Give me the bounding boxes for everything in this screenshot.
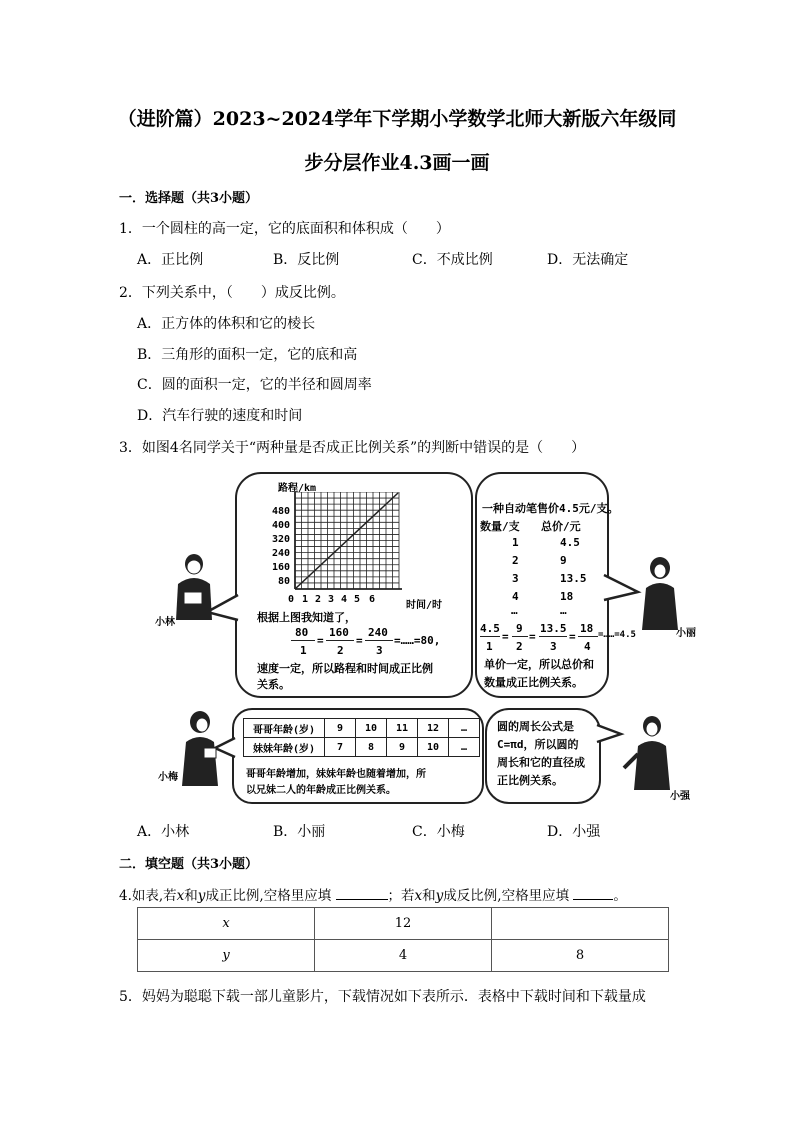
pen-price: 13.5 bbox=[560, 572, 587, 585]
q1-option-c[interactable]: C．不成比例 bbox=[412, 252, 493, 268]
xiaoli-figure bbox=[638, 556, 684, 632]
q4-cell-x-label: x bbox=[138, 908, 315, 940]
y-tick: 240 bbox=[272, 548, 291, 559]
q4-blank-2[interactable] bbox=[573, 885, 613, 900]
q4-cell: 12 bbox=[315, 908, 492, 940]
xiaomei-figure bbox=[178, 710, 224, 788]
pen-qty: 4 bbox=[512, 590, 519, 603]
age-cell: 10 bbox=[418, 738, 449, 757]
xiaoqiang-bubble-tail bbox=[595, 722, 625, 748]
graph-frac-den: 1 bbox=[300, 644, 307, 657]
q2-option-a[interactable]: A．正方体的体积和它的棱长 bbox=[137, 316, 316, 332]
pen-price: 4.5 bbox=[560, 536, 580, 549]
pen-price: 9 bbox=[560, 554, 567, 567]
pen-frac-den: 4 bbox=[584, 640, 591, 653]
table-row bbox=[138, 908, 669, 940]
x-tick: 0 bbox=[288, 594, 295, 605]
q2-option-b[interactable]: B．三角形的面积一定，它的底和高 bbox=[137, 347, 358, 363]
age-cell: … bbox=[449, 719, 480, 738]
age-cell: 9 bbox=[387, 738, 418, 757]
question-4-stem: 4.如表,若x和y成正比例,空格里应填 ；若x和y成反比例,空格里应填 。 bbox=[119, 884, 627, 904]
distance-time-graph bbox=[294, 492, 404, 590]
graph-conclusion-2: 关系。 bbox=[257, 678, 290, 691]
pen-title: 一种自动笔售价4.5元/支。 bbox=[482, 502, 619, 515]
q3-option-c[interactable]: C．小梅 bbox=[412, 824, 465, 840]
pen-price: 18 bbox=[560, 590, 574, 603]
q4-cell: 8 bbox=[492, 940, 669, 972]
pen-frac-tail: =……=4.5 bbox=[598, 630, 636, 640]
y-tick: 160 bbox=[272, 562, 291, 573]
age-cell: 12 bbox=[418, 719, 449, 738]
q1-option-b[interactable]: B．反比例 bbox=[273, 252, 340, 268]
y-tick: 400 bbox=[272, 520, 291, 531]
q3-figure: 路程/km 480 400 320 240 160 80 0 1 2 3 4 5 6 时间/时 根据上图我知道了， 80 1 = 160 2 = 240 3 =……=80, 速度一定，所以路程和时间成正比例 关系。 小林 一种自动笔售价4.5元/支。 数量/支 总价/元 1 2 3 4 … 4.5 9 13.5 18 … 4.5 1 = 9 2 = 13.5 3 = 18 4 =……=4.5 单价一定，所以总价和 数量成正比例关系。 小丽 哥哥年龄(岁) 9 10 11 12 … 妹妹年龄(岁) 7 8 9 10 … 哥哥年龄增加，妹妹年龄也随着增加，所 以兄妹二人的年龄成正比例关系。 小梅 圆的周长公式是 C=πd，所以圆的 周长和它的直径成 正比例关系。 小强 bbox=[150, 470, 690, 810]
circle-line-1: 圆的周长公式是 bbox=[497, 720, 574, 733]
q3-option-b[interactable]: B．小丽 bbox=[273, 824, 326, 840]
pen-price: … bbox=[560, 604, 567, 617]
xiaolin-figure bbox=[168, 552, 220, 622]
graph-frac-num: 160 bbox=[329, 626, 349, 639]
section-heading-fill: 二．填空题（共3小题） bbox=[119, 857, 259, 872]
x-tick: 2 bbox=[315, 594, 322, 605]
y-tick: 320 bbox=[272, 534, 291, 545]
pen-col-qty: 数量/支 bbox=[480, 520, 520, 533]
xiaoqiang-figure bbox=[622, 714, 682, 792]
graph-conclusion-1: 速度一定，所以路程和时间成正比例 bbox=[257, 662, 433, 675]
pen-frac-num: 9 bbox=[516, 622, 523, 635]
q1-option-d[interactable]: D．无法确定 bbox=[547, 252, 629, 268]
circle-line-2: C=πd，所以圆的 bbox=[497, 738, 579, 751]
age-cell: 7 bbox=[325, 738, 356, 757]
graph-frac-den: 2 bbox=[337, 644, 344, 657]
age-cell: 8 bbox=[356, 738, 387, 757]
x-tick: 1 bbox=[302, 594, 309, 605]
name-xiaoqiang: 小强 bbox=[670, 791, 690, 802]
y-tick: 80 bbox=[278, 576, 291, 587]
x-tick: 6 bbox=[369, 594, 376, 605]
graph-text: 根据上图我知道了， bbox=[257, 611, 356, 624]
circle-line-3: 周长和它的直径成 bbox=[497, 756, 585, 769]
name-xiaoli: 小丽 bbox=[676, 628, 696, 639]
age-table-row bbox=[244, 738, 480, 757]
q3-option-d[interactable]: D．小强 bbox=[547, 824, 601, 840]
circle-line-4: 正比例关系。 bbox=[497, 774, 563, 787]
q4-cell-y-label: y bbox=[138, 940, 315, 972]
q4-cell-empty[interactable] bbox=[492, 908, 669, 940]
q1-option-a[interactable]: A．正比例 bbox=[137, 252, 204, 268]
age-cell: 妹妹年龄(岁) bbox=[244, 738, 325, 757]
pen-frac-den: 2 bbox=[516, 640, 523, 653]
age-cell: 11 bbox=[387, 719, 418, 738]
graph-line bbox=[295, 493, 398, 589]
graph-frac-num: 240 bbox=[368, 626, 388, 639]
pen-qty: 1 bbox=[512, 536, 519, 549]
age-text-2: 以兄妹二人的年龄成正比例关系。 bbox=[246, 785, 396, 796]
name-xiaomei: 小梅 bbox=[158, 772, 178, 783]
age-cell: 10 bbox=[356, 719, 387, 738]
age-text-1: 哥哥年龄增加，妹妹年龄也随着增加，所 bbox=[246, 769, 426, 780]
y-tick: 480 bbox=[272, 506, 291, 517]
q2-option-c[interactable]: C．圆的面积一定，它的半径和圆周率 bbox=[137, 377, 372, 393]
pen-frac-num: 13.5 bbox=[540, 622, 567, 635]
question-3-stem: 3．如图4名同学关于“两种量是否成正比例关系”的判断中错误的是（ ） bbox=[119, 440, 586, 456]
question-2-stem: 2．下列关系中，（ ）成反比例。 bbox=[119, 285, 345, 301]
pen-qty: 2 bbox=[512, 554, 519, 567]
pen-qty: 3 bbox=[512, 572, 519, 585]
xiaoli-bubble-tail bbox=[602, 570, 642, 610]
q4-table bbox=[137, 907, 669, 972]
q4-cell: 4 bbox=[315, 940, 492, 972]
graph-frac-num: 80 bbox=[295, 626, 309, 639]
age-cell: 9 bbox=[325, 719, 356, 738]
graph-x-axis-label: 时间/时 bbox=[406, 600, 443, 611]
question-5-stem: 5．妈妈为聪聪下载一部儿童影片，下载情况如下表所示．表格中下载时间和下载量成 bbox=[119, 989, 646, 1005]
page-title-line2: 步分层作业4.3画一画 bbox=[304, 152, 490, 174]
page-title-line1: （进阶篇）2023~2024学年下学期小学数学北师大新版六年级同 bbox=[117, 108, 677, 130]
pen-frac-den: 1 bbox=[486, 640, 493, 653]
pen-frac-num: 18 bbox=[580, 622, 594, 635]
pen-conclusion-2: 数量成正比例关系。 bbox=[484, 676, 583, 689]
graph-y-axis-label: 路程/km bbox=[278, 483, 317, 494]
age-table-row bbox=[244, 719, 480, 738]
age-table bbox=[243, 718, 480, 757]
table-row bbox=[138, 940, 669, 972]
graph-frac-tail: =……=80, bbox=[394, 634, 441, 647]
pen-frac-den: 3 bbox=[550, 640, 557, 653]
x-tick: 5 bbox=[354, 594, 361, 605]
age-cell: … bbox=[449, 738, 480, 757]
section-heading-choice: 一．选择题（共3小题） bbox=[119, 191, 259, 206]
x-tick: 4 bbox=[341, 594, 348, 605]
question-1-stem: 1．一个圆柱的高一定，它的底面积和体积成（ ） bbox=[119, 221, 450, 237]
q2-option-d[interactable]: D．汽车行驶的速度和时间 bbox=[137, 408, 303, 424]
q3-option-a[interactable]: A．小林 bbox=[137, 824, 190, 840]
pen-col-price: 总价/元 bbox=[541, 520, 581, 533]
age-cell: 哥哥年龄(岁) bbox=[244, 719, 325, 738]
pen-qty: … bbox=[511, 604, 518, 617]
q4-blank-1[interactable] bbox=[336, 885, 388, 900]
graph-frac-den: 3 bbox=[376, 644, 383, 657]
pen-frac-num: 4.5 bbox=[480, 622, 500, 635]
pen-conclusion-1: 单价一定，所以总价和 bbox=[484, 658, 594, 671]
name-xiaolin: 小林 bbox=[155, 617, 175, 628]
x-tick: 3 bbox=[328, 594, 335, 605]
